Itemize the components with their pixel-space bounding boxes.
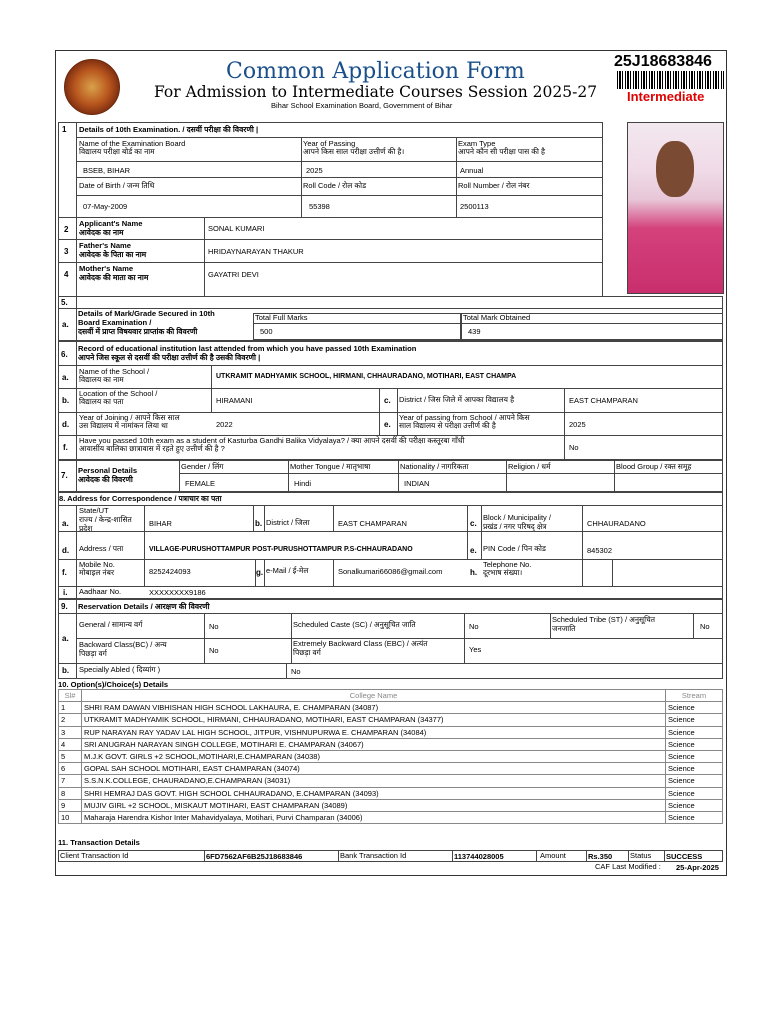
year-passing-label-hi: आपने किस साल परीक्षा उत्तीर्ण की है। [303,147,405,156]
row-college: M.J.K GOVT. GIRLS +2 SCHOOL,MOTIHARI,E.CHAMPARAN (34038) [82,750,666,762]
pin-value: 845302 [587,546,613,555]
school-name-value: UTKRAMIT MADHYAMIK SCHOOL, HIRMANI, CHHAURADANO, MOTIHARI, EAST CHAMPA [216,373,517,380]
year-school-passing-value: 2025 [569,420,586,429]
client-transaction-value: 6FD7562AF6B25J18683846 [206,852,303,861]
application-id: 25J18683846 [614,53,712,70]
school-location-label: Location of the School / [79,389,158,398]
school-location-value: HIRAMANI [216,396,253,405]
ebc-label-hi: पिछड़ा वर्ग [293,648,321,657]
row-stream: Science [666,738,723,750]
row-sl: 6 [59,763,82,775]
marks-label-hi: दसवीं में प्राप्त विषयवार प्राप्तांक की विवरणी [78,327,198,336]
general-value: No [209,622,219,631]
section-number: 2 [64,225,69,234]
father-name-value: HRIDAYNARAYAN THAKUR [208,247,304,256]
row-stream: Science [666,750,723,762]
sub-item-letter: b. [255,519,263,528]
row-stream: Science [666,775,723,787]
applicant-photo [627,122,724,294]
table-row [59,787,723,799]
general-label: General / सामान्य वर्ग [79,620,143,629]
table-row [59,726,723,738]
amount-label: Amount [540,851,566,860]
bank-transaction-label: Bank Transaction Id [340,851,407,860]
full-marks-value: 500 [260,327,273,336]
sub-item-letter: f. [63,443,68,452]
year-joining-label-hi: उस विद्यालय में नामांकन लिया था [79,421,168,430]
section-8-heading: 8. Address for Correspondence / पत्राचार का पता [59,494,222,503]
school-name-label-hi: विद्यालय का नाम [79,375,124,384]
mother-name-value: GAYATRI DEVI [208,270,259,279]
options-table-header [59,690,723,702]
table-row [59,750,723,762]
row-stream: Science [666,787,723,799]
kgbv-label: Have you passed 10th exam as a student of Kasturba Gandhi Balika Vidyalaya? / क्या आपने दसवीं की परीक्षा कस्तूरबा गाँधी [79,436,465,445]
st-label-hi: जनजाति [552,624,576,633]
district-label: District / जिला [266,518,310,527]
year-school-passing-label: Year of passing from School / आपने किस [399,413,530,422]
row-college: SHRI RAM DAWAN VIBHISHAN HIGH SCHOOL LAKHAURA, E. CHAMPARAN (34087) [82,702,666,714]
year-joining-value: 2022 [216,420,233,429]
row-college: GOPAL SAH SCHOOL MOTIHARI, EAST CHAMPARAN (34074) [82,763,666,775]
table-row [59,714,723,726]
state-label-hi-2: प्रदेश [79,524,93,533]
year-passing-label: Year of Passing [303,139,356,148]
row-college: Maharaja Harendra Kishor Inter Mahavidyalaya, Motihari, Purvi Champaran (34006) [82,811,666,823]
row-college: RUP NARAYAN RAY YADAV LAL HIGH SCHOOL, JITPUR, VISHNUPURWA E. CHAMPARAN (34084) [82,726,666,738]
bc-label-hi: पिछड़ा वर्ग [79,649,107,658]
blood-group-label: Blood Group / रक्त समूह [616,462,692,471]
nationality-label: Nationality / नागरिकता [400,462,469,471]
school-location-label-hi: विद्यालय का पता [79,397,124,406]
exam-type-value: Annual [460,166,484,175]
section-1-heading: Details of 10th Examination. / दसवीं परीक्षा की विवरणी | [79,125,259,134]
school-district-label: District / जिस जिले में आपका विद्यालय है [399,395,515,404]
board-name: Bihar School Examination Board, Government of Bihar [271,101,453,110]
status-label: Status [630,851,652,860]
year-joining-label: Year of Joining / आपने किस साल [79,413,180,422]
section-6-heading: Record of educational institution last attended from which you have passed 10th Examination [78,344,417,353]
address-value: VILLAGE-PURUSHOTTAMPUR POST-PURUSHOTTAMPUR P.S-CHHAURADANO [149,546,413,553]
father-name-label-hi: आवेदक के पिता का नाम [79,250,147,259]
sub-item-letter: b. [62,666,70,675]
telephone-label-hi: दूरभाष संख्या। [483,568,523,577]
exam-type-label: Exam Type [458,139,496,148]
sc-label: Scheduled Caste (SC) / अनुसूचित जाति [293,620,416,629]
roll-code-label: Roll Code / रोल कोड [303,181,367,190]
mobile-value: 8252424093 [149,567,191,576]
client-transaction-label: Client Transaction Id [60,851,129,860]
caf-modified-value: 25-Apr-2025 [676,863,719,872]
email-value: Sonalkumari66086@gmail.com [338,567,443,576]
mother-name-label: Mother's Name [79,264,134,273]
marks-obtained-value: 439 [468,327,481,336]
sub-item-letter: c. [384,396,391,405]
exam-board-value: BSEB, BIHAR [83,166,131,175]
year-passing-value: 2025 [306,166,323,175]
row-sl: 1 [59,702,82,714]
options-table [58,689,723,824]
row-stream: Science [666,726,723,738]
mobile-label-hi: मोबाइल नंबर [79,568,115,577]
form-subtitle: For Admission to Intermediate Courses Session 2025-27 [154,83,598,101]
block-label: Block / Municipality / [483,513,551,522]
section-number: 5. [61,298,68,307]
status-value: SUCCESS [666,852,703,861]
pin-label: PIN Code / पिन कोड [483,544,546,553]
telephone-label: Telephone No. [483,560,532,569]
state-label: State/UT [79,506,109,515]
roll-number-label: Roll Number / रोल नंबर [458,181,530,190]
applicant-name-label-hi: आवेदक का नाम [79,228,124,237]
exam-type-label-hi: आपने कौन सी परीक्षा पास की है [458,147,546,156]
row-sl: 10 [59,811,82,823]
roll-number-value: 2500113 [460,202,489,211]
row-stream: Science [666,714,723,726]
full-marks-label: Total Full Marks [255,313,308,322]
sub-item-letter: e. [470,546,477,555]
exam-board-label: Name of the Examination Board [79,139,186,148]
row-college: SRI ANUGRAH NARAYAN SINGH COLLEGE, MOTIHARI E. CHAMPARAN (34067) [82,738,666,750]
sub-item-letter: d. [62,420,70,429]
ebc-value: Yes [469,645,482,654]
row-sl: 7 [59,775,82,787]
row-sl: 3 [59,726,82,738]
application-form [55,50,727,876]
caf-modified-label: CAF Last Modified : [595,862,661,871]
email-label: e-Mail / ई-मेल [266,566,309,575]
sub-item-letter: a. [62,320,69,329]
specially-abled-label: Specially Abled ( दिव्यांग ) [79,665,161,674]
column-header-stream: Stream [666,690,723,702]
bc-label: Backward Class(BC) / अन्य [79,640,167,649]
row-stream: Science [666,811,723,823]
personal-details-label-hi: आवेदक की विवरणी [78,475,133,484]
sub-item-letter: h. [470,568,478,577]
row-sl: 5 [59,750,82,762]
sub-item-letter: i. [63,588,68,597]
table-row [59,702,723,714]
stream-label: Intermediate [627,89,705,104]
table-row [59,763,723,775]
row-college: UTKRAMIT MADHYAMIK SCHOOL, HIRMANI, CHHAURADANO, MOTIHARI, EAST CHAMPARAN (34377) [82,714,666,726]
sub-item-letter: g. [256,568,264,577]
row-college: SHRI HEMRAJ DAS GOVT. HIGH SCHOOL CHHAURADANO, E.CHAMPARAN (34093) [82,787,666,799]
section-number: 3 [64,247,69,256]
st-label: Scheduled Tribe (ST) / अनुसूचित [552,615,656,624]
gender-label: Gender / लिंग [181,462,224,471]
year-school-passing-label-hi: साल विद्यालय से परीक्षा उत्तीर्ण की है [399,421,496,430]
applicant-name-label: Applicant's Name [79,219,143,228]
ebc-label: Extremely Backward Class (EBC) / अत्यंत [293,639,428,648]
sub-item-letter: a. [62,634,69,643]
section-number: 9. [61,602,68,611]
table-row [59,799,723,811]
mother-name-label-hi: आवेदक की माता का नाम [79,273,149,282]
state-label-hi: राज्य / केन्द्र-शासित [79,515,132,524]
school-name-label: Name of the School / [79,367,150,376]
row-stream: Science [666,702,723,714]
aadhaar-value: XXXXXXXX9186 [149,588,206,597]
sc-value: No [469,622,479,631]
row-sl: 4 [59,738,82,750]
mother-tongue-label: Mother Tongue / मातृभाषा [290,462,371,471]
section-number: 7. [61,471,68,480]
row-college: S.S.N.K.COLLEGE, CHAURADANO,E.CHAMPARAN (34031) [82,775,666,787]
row-college: MUJIV GIRL +2 SCHOOL, MISKAUT MOTIHARI, EAST CHAMPARAN (34089) [82,799,666,811]
sub-item-letter: c. [470,519,477,528]
section-number: 4 [64,270,69,279]
sub-item-letter: b. [62,396,70,405]
roll-code-value: 55398 [309,202,330,211]
applicant-name-value: SONAL KUMARI [208,224,265,233]
kgbv-value: No [569,443,579,452]
board-seal-logo [64,59,120,115]
table-row [59,811,723,823]
marks-label: Details of Mark/Grade Secured in 10th Board Examination / [78,309,215,327]
row-sl: 2 [59,714,82,726]
sub-item-letter: d. [62,546,70,555]
kgbv-label-hi: आवासीय बालिका छात्रावास में रहते हुए उत्तीर्ण की है ? [79,444,225,453]
mother-tongue-value: Hindi [294,479,312,488]
section-10-heading: 10. Option(s)/Choice(s) Details [58,680,169,689]
gender-value: FEMALE [185,479,216,488]
marks-obtained-label: Total Mark Obtained [463,313,531,322]
form-title: Common Application Form [226,59,525,84]
district-value: EAST CHAMPARAN [338,519,407,528]
sub-item-letter: a. [62,519,69,528]
bc-value: No [209,646,219,655]
dob-value: 07-May-2009 [83,202,128,211]
religion-label: Religion / धर्म [508,462,551,471]
state-value: BIHAR [149,519,172,528]
dob-label: Date of Birth / जन्म तिथि [79,181,155,190]
row-sl: 9 [59,799,82,811]
specially-abled-value: No [291,667,301,676]
column-header-sl: Sl# [59,690,82,702]
row-sl: 8 [59,787,82,799]
sub-item-letter: a. [62,373,69,382]
sub-item-letter: e. [384,420,391,429]
section-6-heading-hi: आपने जिस स्कूल से दसवीं की परीक्षा उत्तीर्ण की है उसकी विवरणी | [78,353,261,362]
section-number: 6. [61,350,68,359]
mobile-label: Mobile No. [79,560,115,569]
table-row [59,775,723,787]
sub-item-letter: f. [62,568,67,577]
section-number: 1 [62,125,67,134]
table-row [59,738,723,750]
amount-value: Rs.350 [588,852,613,861]
nationality-value: INDIAN [404,479,430,488]
bank-transaction-value: 113744028005 [454,852,504,861]
personal-details-label: Personal Details [78,466,138,475]
school-district-value: EAST CHAMPARAN [569,396,638,405]
row-stream: Science [666,799,723,811]
block-label-hi: प्रखंड / नगर परिषद् क्षेत्र [483,522,547,531]
section-9-heading: Reservation Details / आरक्षण की विवरणी [78,602,210,611]
barcode [617,71,724,89]
exam-board-label-hi: विद्यालय परीक्षा बोर्ड का नाम [79,147,155,156]
st-value: No [700,622,710,631]
aadhaar-label: Aadhaar No. [79,587,122,596]
father-name-label: Father's Name [79,241,132,250]
section-11-heading: 11. Transaction Details [58,838,140,847]
address-label: Address / पता [79,544,124,553]
row-stream: Science [666,763,723,775]
block-value: CHHAURADANO [587,519,646,528]
column-header-college: College Name [82,690,666,702]
photo-face [656,141,694,197]
